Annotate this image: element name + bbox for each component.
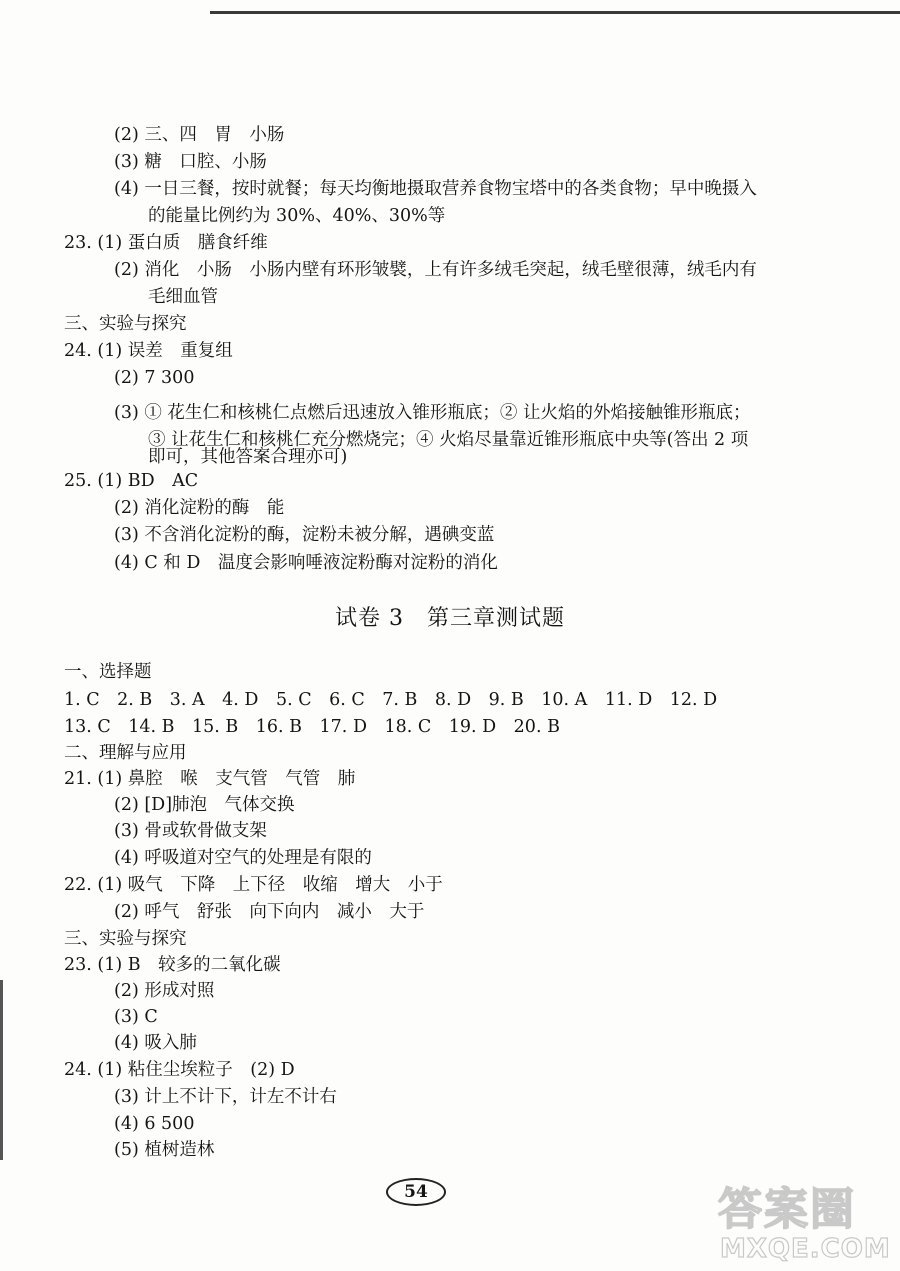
- answer-line: (2) 三、四 胃 小肠: [114, 125, 285, 145]
- page-number: 54: [386, 1178, 446, 1206]
- answer-line: (2) 形成对照: [114, 981, 215, 1001]
- answer-line: (3) 计上不计下，计左不计右: [114, 1087, 337, 1107]
- answer-line: (3) ① 花生仁和核桃仁点燃后迅速放入锥形瓶底；② 让火焰的外焰接触锥形瓶底；: [114, 403, 751, 423]
- answer-line: (2) 消化淀粉的酶 能: [114, 498, 285, 518]
- watermark-text: 答案圈: [718, 1184, 856, 1235]
- answer-line: ③ 让花生仁和核桃仁充分燃烧完；④ 火焰尽量靠近锥形瓶底中央等(答出 2 项: [148, 430, 749, 450]
- answer-line: 23. (1) 蛋白质 膳食纤维: [64, 233, 268, 253]
- answer-line: (4) 吸入肺: [114, 1033, 197, 1053]
- answer-line: (2) 7 300: [114, 368, 195, 388]
- answer-line: 25. (1) BD AC: [64, 471, 199, 491]
- page-left-edge: [0, 980, 3, 1160]
- answer-line: (3) 骨或软骨做支架: [114, 821, 267, 841]
- section-heading: 三、实验与探究: [64, 314, 187, 334]
- answer-line: (4) 6 500: [114, 1114, 195, 1134]
- answer-line: (4) 一日三餐，按时就餐；每天均衡地摄取营养食物宝塔中的各类食物；早中晚摄入: [114, 179, 757, 199]
- answer-line: 即可，其他答案合理亦可): [148, 447, 348, 467]
- answer-line: (4) C 和 D 温度会影响唾液淀粉酶对淀粉的消化: [114, 553, 498, 573]
- answer-line: 21. (1) 鼻腔 喉 支气管 气管 肺: [64, 769, 356, 789]
- answer-line: 22. (1) 吸气 下降 上下径 收缩 增大 小于: [64, 875, 443, 895]
- answer-line: 13. C 14. B 15. B 16. B 17. D 18. C 19. D 20. B: [64, 717, 560, 737]
- answer-line: 毛细血管: [148, 287, 218, 307]
- answer-line: 24. (1) 误差 重复组: [64, 341, 233, 361]
- answer-line: (3) 不含消化淀粉的酶，淀粉未被分解，遇碘变蓝: [114, 525, 495, 545]
- answer-line: 24. (1) 粘住尘埃粒子 (2) D: [64, 1060, 295, 1080]
- answer-line: (2) [D]肺泡 气体交换: [114, 795, 295, 815]
- answer-line: (4) 呼吸道对空气的处理是有限的: [114, 848, 372, 868]
- answer-line: 1. C 2. B 3. A 4. D 5. C 6. C 7. B 8. D 9. B 10. A 11. D 12. D: [64, 690, 718, 710]
- answer-line: (3) C: [114, 1007, 158, 1027]
- section-heading: 一、选择题: [64, 662, 152, 682]
- section-title: 试卷 3 第三章测试题: [335, 606, 565, 631]
- watermark-url: MXQE.COM: [720, 1234, 891, 1264]
- answer-line: (2) 消化 小肠 小肠内壁有环形皱襞，上有许多绒毛突起，绒毛壁很薄，绒毛内有: [114, 260, 757, 280]
- answer-line: 23. (1) B 较多的二氧化碳: [64, 955, 281, 975]
- answer-line: (3) 糖 口腔、小肠: [114, 152, 267, 172]
- section-heading: 三、实验与探究: [64, 929, 187, 949]
- watermark-logo: [718, 1185, 898, 1269]
- answer-line: 的能量比例约为 30%、40%、30%等: [148, 206, 446, 226]
- answer-line: (5) 植树造林: [114, 1140, 215, 1160]
- page-top-edge: [210, 0, 900, 14]
- answer-line: (2) 呼气 舒张 向下向内 减小 大于: [114, 902, 425, 922]
- section-heading: 二、理解与应用: [64, 743, 187, 763]
